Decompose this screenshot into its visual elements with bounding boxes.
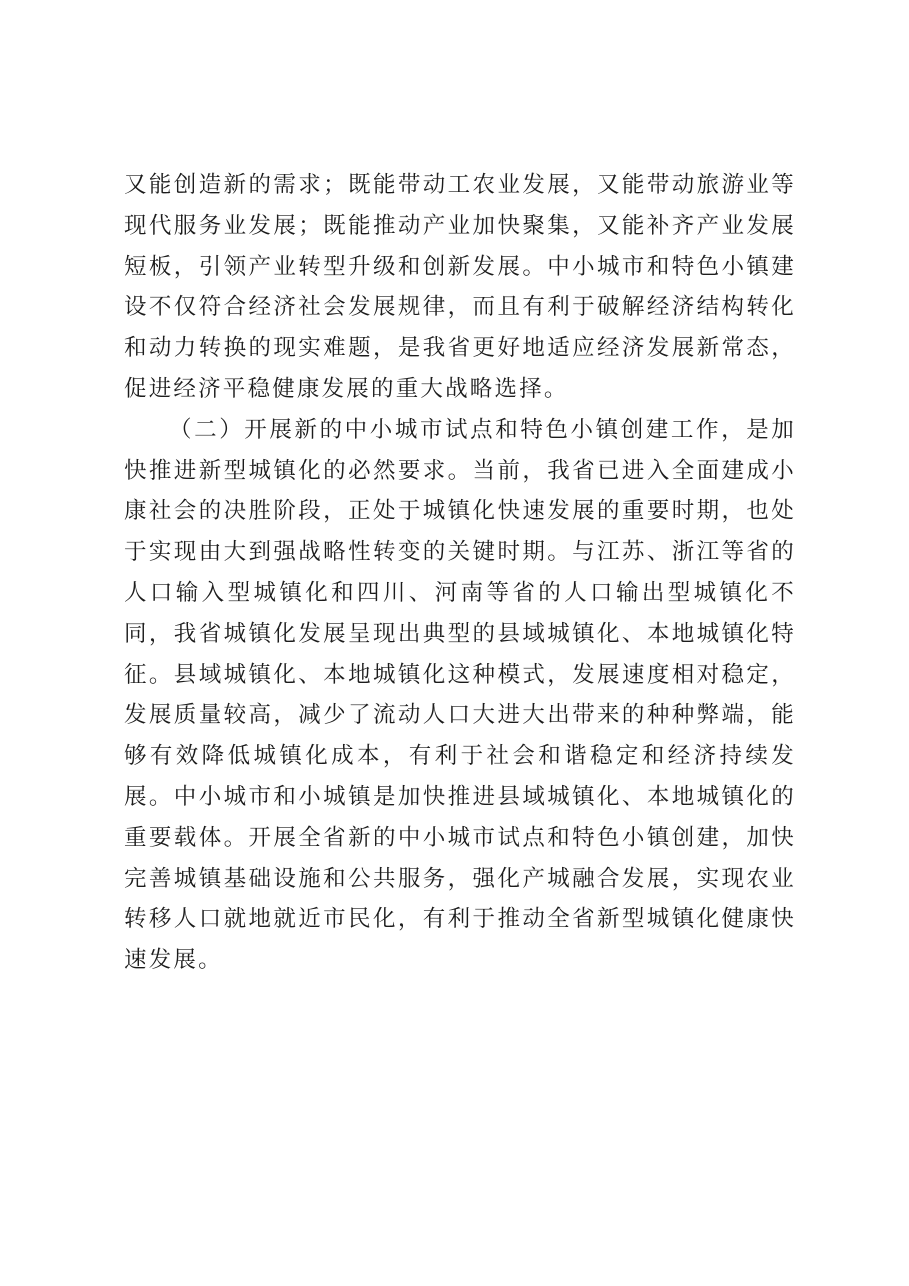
document-body: [124, 165, 796, 981]
paragraph-section-2: （二）开展新的中小城市试点和特色小镇创建工作，是加快推进新型城镇化的必然要求。当前，我省已进入全面建成小康社会的决胜阶段，正处于城镇化快速发展的重要时期，也处于实现由大到强战略性转变的关键时期。与江苏、浙江等省的人口输入型城镇化和四川、河南等省的人口输出型城镇化不同，我省城镇化发展呈现出典型的县域城镇化、本地城镇化特征。县域城镇化、本地城镇化这种模式，发展速度相对稳定，发展质量较高，减少了流动人口大进大出带来的种种弊端，能够有效降低城镇化成本，有利于社会和谐稳定和经济持续发展。中小城市和小城镇是加快推进县域城镇化、本地城镇化的重要载体。开展全省新的中小城市试点和特色小镇创建，加快完善城镇基础设施和公共服务，强化产城融合发展，实现农业转移人口就地就近市民化，有利于推动全省新型城镇化健康快速发展。: [124, 416, 796, 974]
paragraph-continuation: 又能创造新的需求；既能带动工农业发展，又能带动旅游业等现代服务业发展；既能推动产业加快聚集，又能补齐产业发展短板，引领产业转型升级和创新发展。中小城市和特色小镇建设不仅符合经济社会发展规律，而且有利于破解经济结构转化和动力转换的现实难题，是我省更好地适应经济发展新常态，促进经济平稳健康发展的重大战略选择。: [124, 172, 796, 402]
